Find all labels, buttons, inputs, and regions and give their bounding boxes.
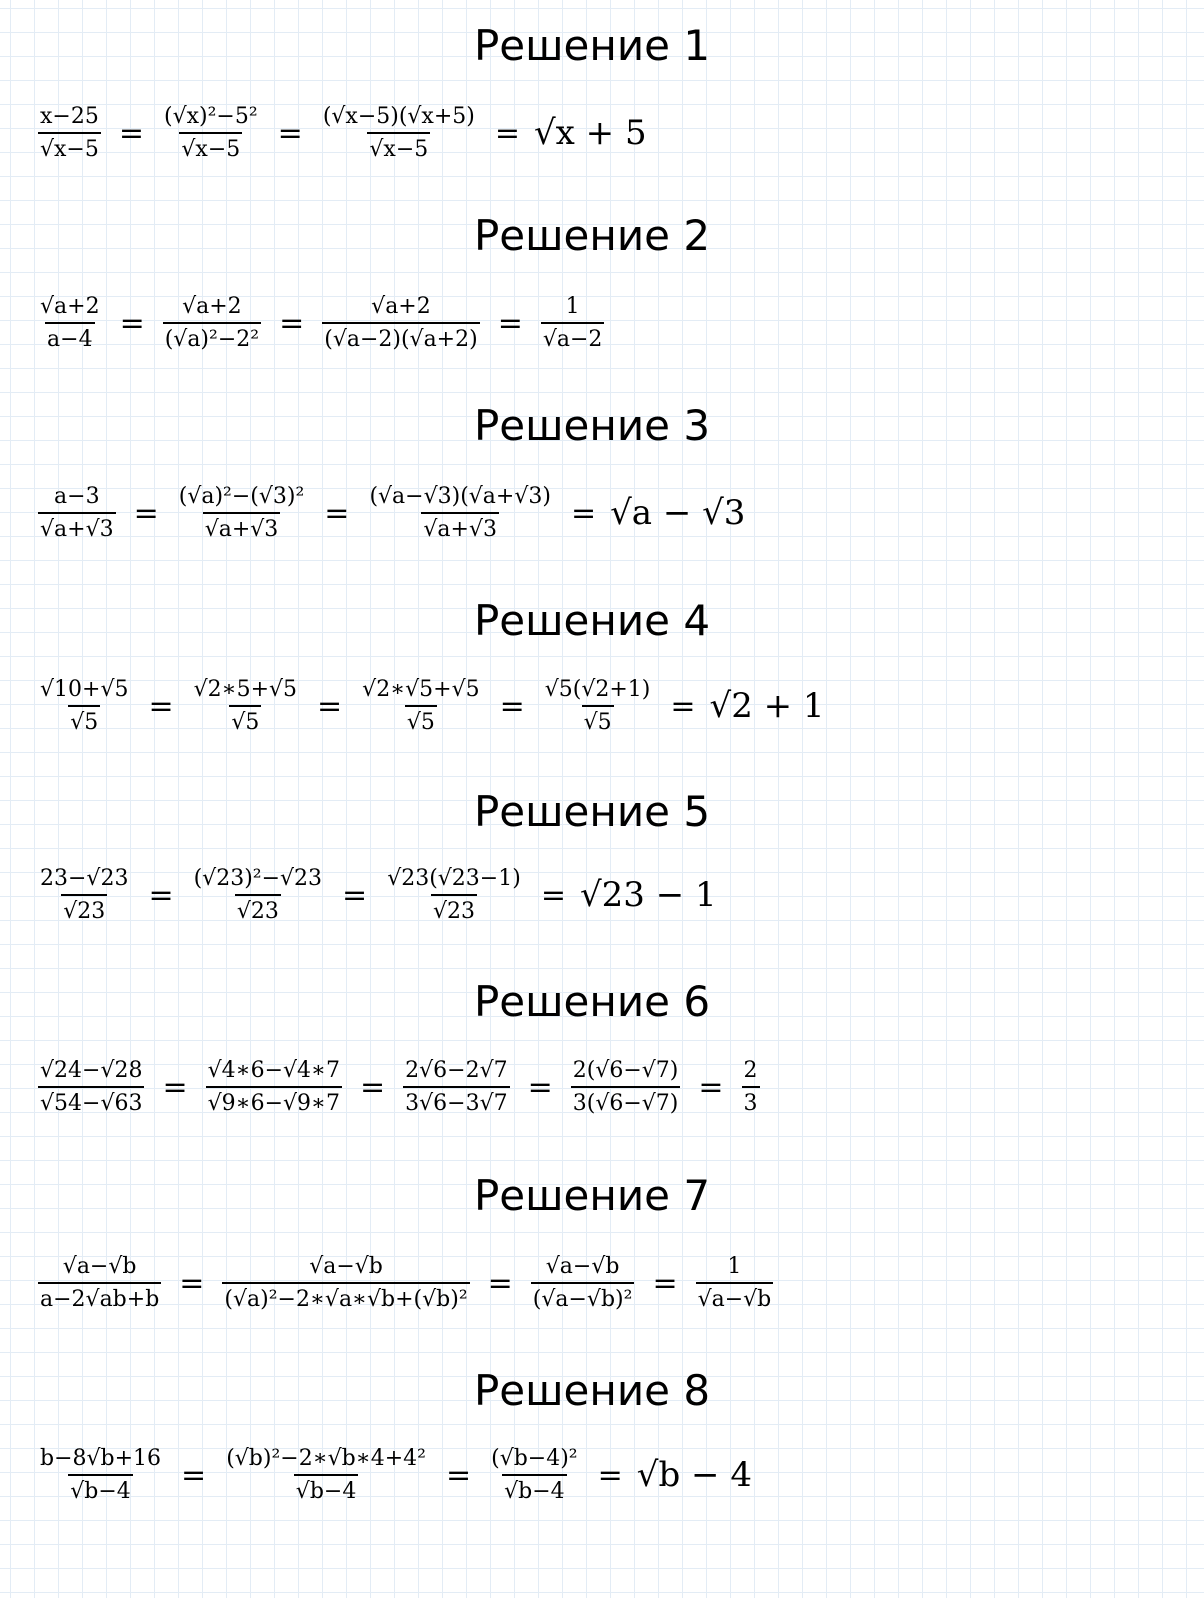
numerator: (√x−5)(√x+5) bbox=[322, 104, 475, 129]
fraction bbox=[34, 294, 106, 352]
solution-6-title: Решение 6 bbox=[473, 977, 711, 1026]
equals-sign: = bbox=[670, 688, 696, 724]
equals-sign: = bbox=[487, 1265, 513, 1301]
denominator: 3√6−3√7 bbox=[403, 1086, 509, 1116]
numerator: (√b−4)² bbox=[491, 1446, 578, 1471]
denominator: √b−4 bbox=[68, 1474, 133, 1504]
fraction bbox=[34, 677, 134, 735]
fraction bbox=[220, 1446, 432, 1504]
fraction bbox=[218, 1254, 473, 1312]
equals-sign: = bbox=[118, 115, 144, 151]
numerator: √a+2 bbox=[182, 294, 242, 319]
fraction bbox=[485, 1446, 584, 1504]
fraction bbox=[34, 1254, 165, 1312]
fraction bbox=[34, 1058, 148, 1116]
solution-5-title: Решение 5 bbox=[473, 787, 711, 836]
equals-sign: = bbox=[698, 1069, 724, 1105]
fraction bbox=[567, 1058, 685, 1116]
numerator: (√a−√3)(√a+√3) bbox=[369, 484, 551, 509]
denominator: (√a−2)(√a+2) bbox=[322, 322, 479, 352]
result: √b − 4 bbox=[636, 1455, 752, 1495]
solution-7-title: Решение 7 bbox=[473, 1171, 711, 1220]
numerator: √a−√b bbox=[62, 1254, 137, 1279]
equals-sign: = bbox=[324, 495, 350, 531]
fraction bbox=[738, 1058, 764, 1116]
numerator: 2(√6−√7) bbox=[572, 1058, 679, 1083]
fraction bbox=[318, 294, 483, 352]
numerator: √2∗5+√5 bbox=[193, 677, 298, 702]
denominator: √5 bbox=[68, 705, 100, 735]
equals-sign: = bbox=[133, 495, 159, 531]
fraction bbox=[202, 1058, 346, 1116]
fraction bbox=[356, 677, 485, 735]
fraction bbox=[34, 484, 120, 542]
fraction bbox=[188, 866, 328, 924]
denominator: √x−5 bbox=[38, 132, 101, 162]
numerator: √5(√2+1) bbox=[544, 677, 651, 702]
result: √23 − 1 bbox=[579, 875, 717, 915]
denominator: √9∗6−√9∗7 bbox=[206, 1086, 342, 1116]
equals-sign: = bbox=[181, 1457, 207, 1493]
numerator: √a−√b bbox=[309, 1254, 383, 1279]
equals-sign: = bbox=[279, 305, 305, 341]
equals-sign: = bbox=[652, 1265, 678, 1301]
denominator: √a+√3 bbox=[421, 512, 499, 542]
numerator: 2 bbox=[743, 1058, 758, 1083]
numerator: (√a)²−(√3)² bbox=[178, 484, 305, 509]
denominator: √5 bbox=[405, 705, 437, 735]
equals-sign: = bbox=[445, 1457, 472, 1493]
result: √x + 5 bbox=[534, 113, 647, 153]
fraction bbox=[381, 866, 527, 924]
numerator: 1 bbox=[565, 294, 580, 319]
denominator: √a+√3 bbox=[203, 512, 281, 542]
fraction bbox=[173, 484, 311, 542]
equals-sign: = bbox=[359, 1069, 386, 1105]
equals-sign: = bbox=[162, 1069, 188, 1105]
fraction bbox=[692, 1254, 778, 1312]
denominator: √23 bbox=[61, 894, 107, 924]
solution-5-equation bbox=[34, 866, 717, 924]
fraction bbox=[317, 104, 481, 162]
denominator: √x−5 bbox=[367, 132, 430, 162]
solution-3-equation bbox=[34, 484, 745, 542]
denominator: √5 bbox=[229, 705, 261, 735]
denominator: √b−4 bbox=[294, 1474, 359, 1504]
fraction bbox=[539, 677, 657, 735]
fraction bbox=[527, 1254, 639, 1312]
denominator: √23 bbox=[431, 894, 477, 924]
solution-4-equation bbox=[34, 677, 825, 735]
fraction bbox=[159, 294, 265, 352]
result: √2 + 1 bbox=[709, 686, 825, 726]
equals-sign: = bbox=[497, 305, 523, 341]
equals-sign: = bbox=[494, 115, 520, 151]
equals-sign: = bbox=[119, 305, 145, 341]
fraction bbox=[537, 294, 609, 352]
solution-2-title: Решение 2 bbox=[473, 211, 711, 260]
equals-sign: = bbox=[570, 495, 597, 531]
numerator: √a+2 bbox=[371, 294, 431, 319]
numerator: x−25 bbox=[40, 104, 99, 129]
fraction bbox=[399, 1058, 513, 1116]
numerator: 23−√23 bbox=[40, 866, 129, 891]
denominator: √a−√b bbox=[696, 1282, 774, 1312]
numerator: √4∗6−√4∗7 bbox=[207, 1058, 340, 1083]
equals-sign: = bbox=[148, 877, 174, 913]
equals-sign: = bbox=[499, 688, 525, 724]
denominator: √b−4 bbox=[502, 1474, 567, 1504]
denominator: a−4 bbox=[45, 322, 95, 352]
solution-3-title: Решение 3 bbox=[473, 401, 711, 450]
numerator: √10+√5 bbox=[40, 677, 129, 702]
solution-7-equation bbox=[34, 1254, 777, 1312]
result: √a − √3 bbox=[610, 493, 746, 533]
solution-4-title: Решение 4 bbox=[473, 596, 711, 645]
solution-6-equation bbox=[34, 1058, 764, 1116]
denominator: 3 bbox=[742, 1086, 760, 1116]
numerator: √23(√23−1) bbox=[387, 866, 521, 891]
numerator: (√b)²−2∗√b∗4+4² bbox=[226, 1446, 426, 1471]
equals-sign: = bbox=[277, 115, 303, 151]
equals-sign: = bbox=[179, 1265, 205, 1301]
denominator: (√a−√b)² bbox=[531, 1282, 635, 1312]
fraction bbox=[34, 104, 105, 162]
numerator: √24−√28 bbox=[40, 1058, 143, 1083]
fraction bbox=[188, 677, 303, 735]
denominator: √a+√3 bbox=[38, 512, 116, 542]
denominator: a−2√ab+b bbox=[38, 1282, 161, 1312]
fraction bbox=[363, 484, 557, 542]
equals-sign: = bbox=[342, 877, 368, 913]
solution-8-equation bbox=[34, 1446, 752, 1504]
numerator: (√23)²−√23 bbox=[193, 866, 323, 891]
equals-sign: = bbox=[148, 688, 174, 724]
denominator: √a−2 bbox=[541, 322, 605, 352]
numerator: b−8√b+16 bbox=[40, 1446, 162, 1471]
equals-sign: = bbox=[540, 877, 566, 913]
numerator: 1 bbox=[727, 1254, 742, 1279]
numerator: (√x)²−5² bbox=[164, 104, 258, 129]
equals-sign: = bbox=[597, 1457, 623, 1493]
equals-sign: = bbox=[317, 688, 343, 724]
equals-sign: = bbox=[527, 1069, 553, 1105]
solution-1-title: Решение 1 bbox=[473, 21, 711, 70]
numerator: √a−√b bbox=[545, 1254, 620, 1279]
denominator: √23 bbox=[235, 894, 281, 924]
denominator: (√a)²−2² bbox=[163, 322, 261, 352]
fraction bbox=[34, 866, 134, 924]
fraction bbox=[34, 1446, 167, 1504]
solution-1-equation bbox=[34, 104, 647, 162]
fraction bbox=[158, 104, 264, 162]
numerator: 2√6−2√7 bbox=[405, 1058, 508, 1083]
denominator: √5 bbox=[582, 705, 614, 735]
numerator: √2∗√5+√5 bbox=[362, 677, 480, 702]
denominator: √x−5 bbox=[179, 132, 242, 162]
denominator: √54−√63 bbox=[38, 1086, 144, 1116]
numerator: √a+2 bbox=[40, 294, 100, 319]
numerator: a−3 bbox=[54, 484, 100, 509]
denominator: 3(√6−√7) bbox=[571, 1086, 681, 1116]
solution-2-equation bbox=[34, 294, 608, 352]
denominator: (√a)²−2∗√a∗√b+(√b)² bbox=[222, 1282, 469, 1312]
solution-8-title: Решение 8 bbox=[473, 1366, 711, 1415]
